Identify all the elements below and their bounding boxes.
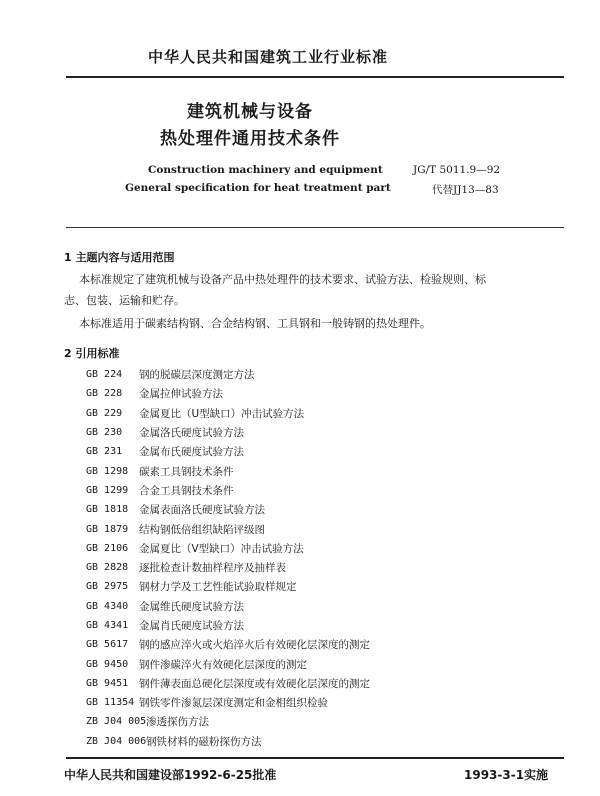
reference-item bbox=[86, 500, 370, 519]
reference-title: 金属肖氏硬度试验方法 bbox=[139, 620, 244, 632]
reference-code: GB 9451 bbox=[86, 677, 129, 689]
reference-code: GB 2975 bbox=[86, 581, 129, 593]
reference-code: GB 231 bbox=[86, 446, 123, 458]
reference-title: 钢铁材料的磁粉探伤方法 bbox=[146, 735, 262, 748]
reference-title: 渗透探伤方法 bbox=[146, 716, 209, 729]
reference-code: GB 228 bbox=[86, 388, 123, 400]
reference-code: GB 4341 bbox=[86, 620, 129, 631]
reference-item bbox=[86, 597, 370, 616]
title-line-1: 建筑机械与设备 bbox=[187, 102, 313, 122]
reference-title: 钢的感应淬火或火焰淬火后有效硬化层深度的测定 bbox=[139, 639, 370, 652]
reference-code: GB 1299 bbox=[86, 484, 129, 496]
reference-title: 金属夏比（U型缺口）冲击试验方法 bbox=[139, 407, 305, 420]
reference-title: 钢件渗碳淬火有效硬化层深度的测定 bbox=[139, 658, 307, 671]
effective-date: 1993-3-1实施 bbox=[464, 768, 549, 782]
reference-code: GB 9450 bbox=[86, 658, 129, 670]
section-1-paragraph-1-cont: 志、包装、运输和贮存。 bbox=[64, 294, 185, 307]
reference-code: GB 1818 bbox=[86, 504, 129, 516]
reference-code: ZB J04 005 bbox=[86, 716, 147, 728]
reference-item bbox=[86, 481, 370, 500]
reference-item bbox=[86, 732, 370, 751]
title-divider bbox=[66, 227, 564, 228]
reference-code: GB 5617 bbox=[86, 639, 129, 651]
reference-title: 金属布氏硬度试验方法 bbox=[139, 446, 244, 459]
reference-item bbox=[86, 616, 370, 635]
footer-divider bbox=[66, 757, 564, 759]
reference-item bbox=[86, 423, 370, 442]
reference-code: GB 1879 bbox=[86, 523, 129, 535]
reference-item bbox=[86, 539, 370, 558]
reference-title: 金属表面洛氏硬度试验方法 bbox=[139, 504, 265, 517]
reference-code: GB 229 bbox=[86, 407, 123, 419]
reference-item bbox=[86, 365, 370, 384]
reference-list bbox=[86, 365, 370, 751]
reference-code: GB 2828 bbox=[86, 562, 129, 574]
title-line-2: 热处理件通用技术条件 bbox=[160, 129, 340, 149]
reference-item bbox=[86, 635, 370, 654]
approval-note: 中华人民共和国建设部1992-6-25批准 bbox=[64, 768, 277, 782]
section-1-heading: 1 主题内容与适用范围 bbox=[64, 251, 175, 264]
reference-item bbox=[86, 693, 370, 712]
reference-title: 逐批检查计数抽样程序及抽样表 bbox=[139, 562, 286, 575]
reference-code: GB 224 bbox=[86, 369, 123, 381]
english-title-line-1: Construction machinery and equipment bbox=[148, 164, 383, 176]
reference-title: 合金工具钢技术条件 bbox=[139, 484, 234, 497]
reference-code: ZB J04 006 bbox=[86, 735, 147, 747]
standard-code: JG/T 5011.9—92 bbox=[413, 164, 501, 176]
reference-code: GB 11354 bbox=[86, 697, 135, 709]
section-2-heading: 2 引用标准 bbox=[64, 347, 120, 360]
reference-title: 钢铁零件渗氮层深度测定和金相组织检验 bbox=[139, 697, 328, 710]
reference-code: GB 2106 bbox=[86, 542, 129, 554]
top-divider bbox=[66, 76, 564, 78]
reference-title: 钢的脱碳层深度测定方法 bbox=[139, 369, 255, 382]
reference-code: GB 230 bbox=[86, 427, 123, 439]
replaces-standard: 代替JJ13—83 bbox=[432, 184, 499, 196]
reference-item bbox=[86, 674, 370, 693]
reference-item bbox=[86, 384, 370, 403]
issuing-organization: 中华人民共和国建筑工业行业标准 bbox=[148, 48, 389, 66]
reference-item bbox=[86, 404, 370, 423]
reference-item bbox=[86, 442, 370, 461]
reference-item bbox=[86, 519, 370, 538]
reference-item bbox=[86, 654, 370, 673]
reference-title: 金属夏比（V型缺口）冲击试验方法 bbox=[139, 542, 304, 555]
reference-item bbox=[86, 461, 370, 480]
reference-item bbox=[86, 558, 370, 577]
reference-title: 结构钢低倍组织缺陷评级图 bbox=[139, 523, 265, 536]
reference-title: 钢件薄表面总硬化层深度或有效硬化层深度的测定 bbox=[139, 677, 370, 690]
reference-title: 金属拉伸试验方法 bbox=[139, 388, 223, 401]
section-1-paragraph-1: 本标准规定了建筑机械与设备产品中热处理件的技术要求、试验方法、检验规则、标 bbox=[79, 273, 486, 286]
reference-title: 金属维氏硬度试验方法 bbox=[139, 600, 244, 613]
english-title-line-2: General specification for heat treatment part bbox=[125, 182, 391, 194]
reference-title: 碳素工具钢技术条件 bbox=[139, 465, 234, 478]
reference-item bbox=[86, 577, 370, 596]
reference-item bbox=[86, 712, 370, 731]
section-1-paragraph-2: 本标准适用于碳素结构钢、合金结构钢、工具钢和一般铸钢的热处理件。 bbox=[79, 317, 431, 330]
reference-title: 钢材力学及工艺性能试验取样规定 bbox=[139, 581, 297, 594]
reference-title: 金属洛氏硬度试验方法 bbox=[139, 427, 244, 440]
reference-code: GB 1298 bbox=[86, 465, 129, 477]
reference-code: GB 4340 bbox=[86, 600, 129, 612]
